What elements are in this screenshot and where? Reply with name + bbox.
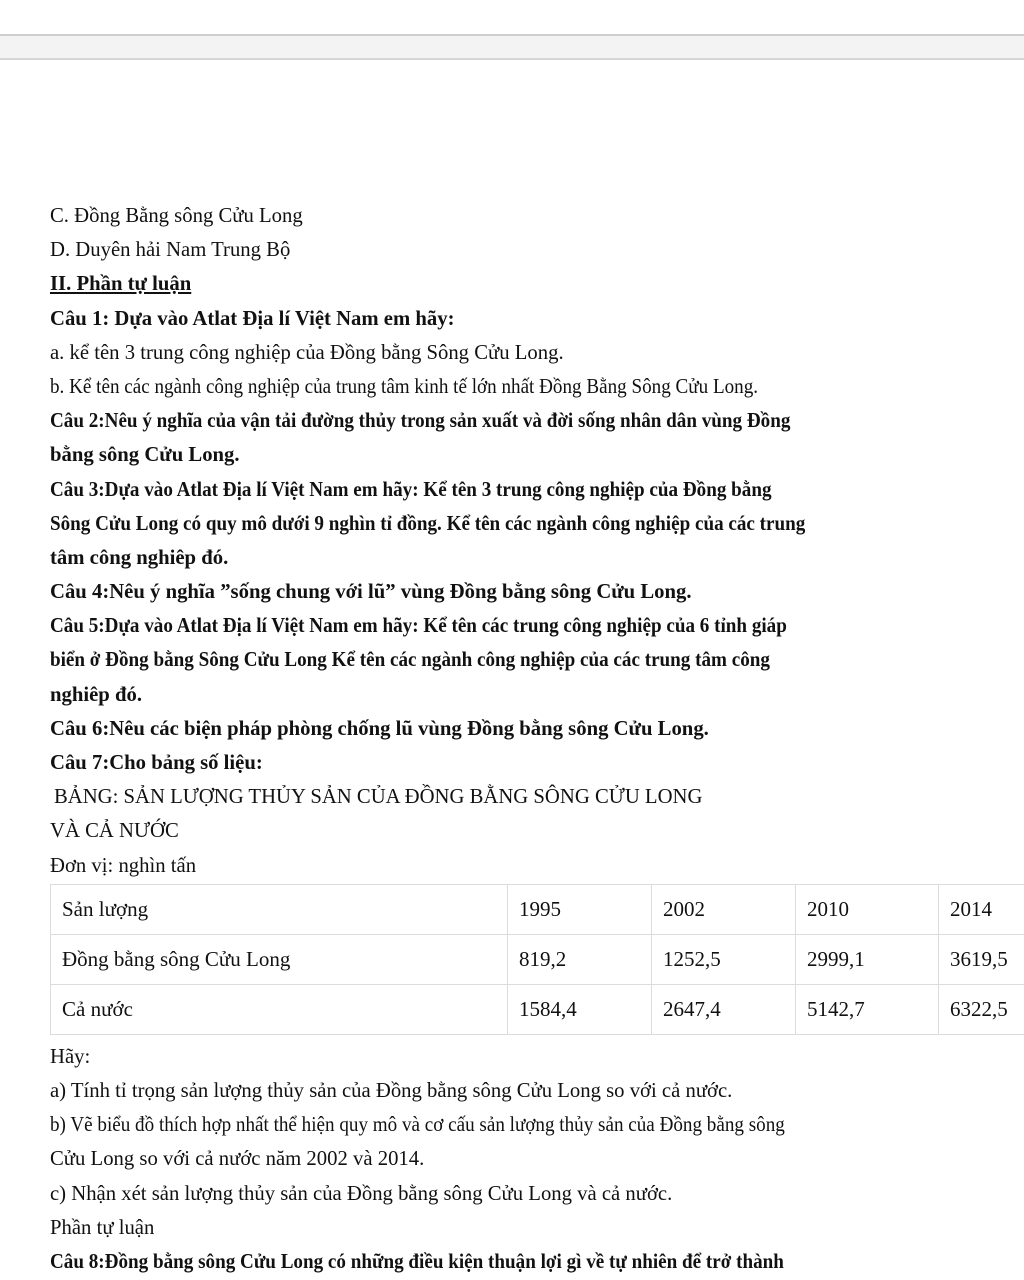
- fishery-output-table: [50, 884, 1024, 1035]
- table-cell: 6322,5: [939, 984, 1024, 1034]
- q5-line-2: biển ở Đồng bằng Sông Cửu Long Kể tên các ngành công nghiệp của các trung tâm công: [50, 647, 770, 672]
- table-cell: 2999,1: [796, 934, 939, 984]
- document-body: [50, 198, 1024, 1278]
- option-d: D. Duyên hải Nam Trung Bộ: [50, 237, 291, 262]
- table-cell: Đồng bằng sông Cửu Long: [51, 934, 508, 984]
- option-c: C. Đồng Bằng sông Cửu Long: [50, 203, 303, 227]
- q7-part-b-line-1: b) Vẽ biểu đồ thích hợp nhất thể hiện quy mô và cơ cấu sản lượng thủy sản của Đồng bằng sông: [50, 1112, 785, 1137]
- q3-line-2: Sông Cửu Long có quy mô dưới 9 nghìn tỉ đồng. Kể tên các ngành công nghiệp của các trung: [50, 510, 806, 535]
- q2-line-2: bằng sông Cửu Long.: [50, 442, 240, 467]
- table-header-cell: 1995: [508, 884, 652, 934]
- table-cell: 3619,5: [939, 934, 1024, 984]
- table-cell: 819,2: [508, 934, 652, 984]
- q5-line-3: nghiêp đó.: [50, 681, 143, 706]
- q1-part-a: a. kể tên 3 trung công nghiệp của Đồng bằng Sông Cửu Long.: [50, 339, 564, 364]
- table-header-cell: Sản lượng: [51, 884, 508, 934]
- q7-prompt: Hãy:: [50, 1043, 91, 1068]
- q7-part-c: c) Nhận xét sản lượng thủy sản của Đồng bằng sông Cửu Long và cả nước.: [50, 1180, 673, 1205]
- table-row: [51, 934, 1024, 984]
- q4: Câu 4:Nêu ý nghĩa ”sống chung với lũ” vùng Đồng bằng sông Cửu Long.: [50, 579, 692, 604]
- q3-line-3: tâm công nghiêp đó.: [50, 544, 229, 569]
- table-row: [51, 984, 1024, 1034]
- q2-line-1: Câu 2:Nêu ý nghĩa của vận tải đường thủy trong sản xuất và đời sống nhân dân vùng Đồng: [50, 408, 791, 433]
- browser-chrome: [0, 0, 1024, 60]
- table-cell: 2647,4: [652, 984, 796, 1034]
- q5-line-1: Câu 5:Dựa vào Atlat Địa lí Việt Nam em hãy: Kể tên các trung công nghiệp của 6 tỉnh giáp: [50, 613, 787, 638]
- section-title: II. Phần tự luận: [50, 271, 192, 296]
- table-header-cell: 2014: [939, 884, 1024, 934]
- q7-part-a: a) Tính tỉ trọng sản lượng thủy sản của Đồng bằng sông Cửu Long so với cả nước.: [50, 1077, 733, 1102]
- q1-part-b: b. Kể tên các ngành công nghiệp của trung tâm kinh tế lớn nhất Đồng Bằng Sông Cửu Long.: [50, 373, 759, 398]
- q8-line-1: Câu 8:Đồng bằng sông Cửu Long có những điều kiện thuận lợi gì về tự nhiên để trở thành: [50, 1248, 784, 1273]
- table-header-row: [51, 884, 1024, 934]
- q3-line-1: Câu 3:Dựa vào Atlat Địa lí Việt Nam em hãy: Kể tên 3 trung công nghiệp của Đồng bằng: [50, 476, 772, 501]
- table-cell: 1252,5: [652, 934, 796, 984]
- table-title-line-1: BẢNG: SẢN LƯỢNG THỦY SẢN CỦA ĐỒNG BẰNG SÔNG CỬU LONG: [53, 784, 703, 809]
- table-cell: 5142,7: [796, 984, 939, 1034]
- q7-part-b-line-2: Cửu Long so với cả nước năm 2002 và 2014.: [50, 1146, 425, 1171]
- table-header-cell: 2010: [796, 884, 939, 934]
- table-header-cell: 2002: [652, 884, 796, 934]
- toolbar-band: [0, 34, 1024, 60]
- table-cell: 1584,4: [508, 984, 652, 1034]
- table-title-line-2: VÀ CẢ NƯỚC: [50, 818, 179, 843]
- section-title-2: Phần tự luận: [50, 1214, 155, 1239]
- table-unit: Đơn vị: nghìn tấn: [50, 852, 197, 877]
- table-cell: Cả nước: [51, 984, 508, 1034]
- q6: Câu 6:Nêu các biện pháp phòng chống lũ vùng Đồng bằng sông Cửu Long.: [50, 715, 709, 740]
- q1-title: Câu 1: Dựa vào Atlat Địa lí Việt Nam em hãy:: [50, 305, 455, 330]
- q7-title: Câu 7:Cho bảng số liệu:: [50, 750, 263, 774]
